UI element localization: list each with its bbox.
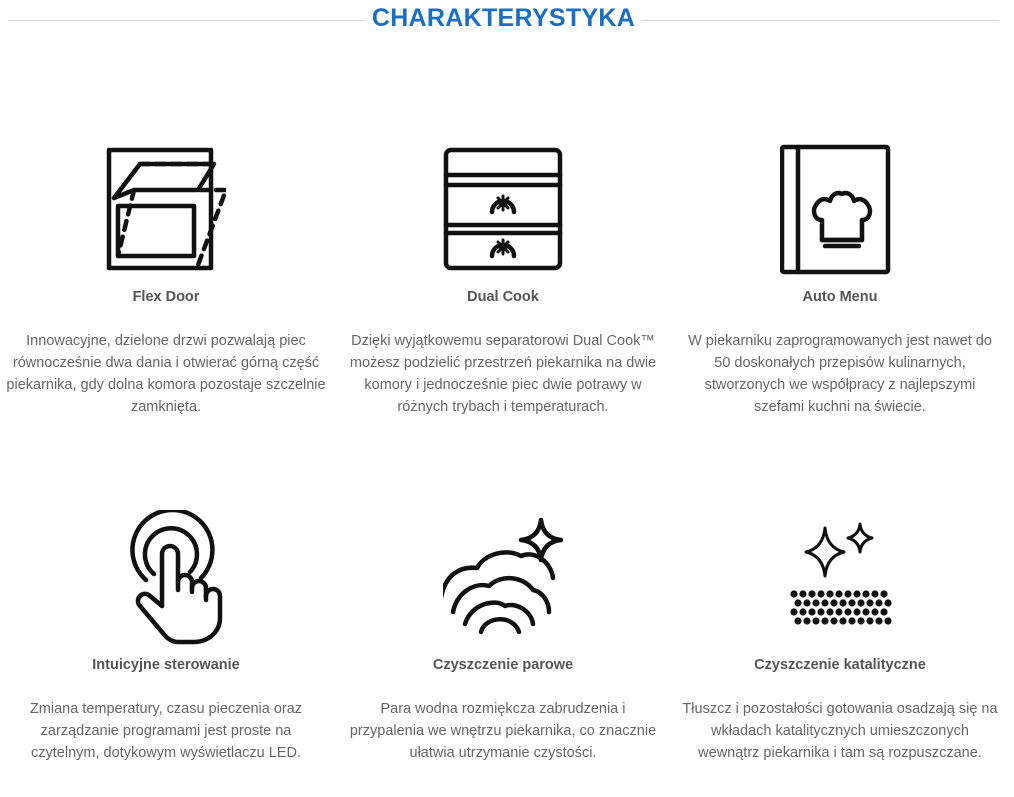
header-divider-right (641, 20, 999, 21)
steam-clean-icon (443, 510, 563, 650)
feature-name: Intuicyjne sterowanie (92, 657, 240, 673)
catalytic-clean-icon (780, 510, 900, 650)
feature-description: Tłuszcz i pozostałości gotowania osadzają się na wkładach katalitycznych umieszczonych wewnątrz piekarnika i tam są rozpuszczane. (682, 701, 998, 761)
section-header (0, 0, 1014, 40)
feature-description: Para wodna rozmiękcza zabrudzenia i przypalenia we wnętrzu piekarnika, co znacznie ułatwia utrzymanie czystości. (349, 701, 657, 761)
feature-name: Dual Cook (467, 289, 539, 305)
feature-name: Flex Door (132, 289, 200, 305)
feature-description: Innowacyjne, dzielone drzwi pozwalają piec równocześnie dwa dania i otwierać górną część piekarnika, gdy dolna komora pozostaje szczelnie zamknięta. (6, 333, 326, 415)
feature-name: Auto Menu (802, 289, 878, 305)
chef-hat-book-icon (780, 140, 900, 280)
feature-name: Czyszczenie parowe (432, 657, 574, 673)
dual-cook-oven-icon (443, 140, 563, 280)
feature-name: Czyszczenie katalityczne (754, 657, 926, 673)
feature-description: Zmiana temperatury, czasu pieczenia oraz zarządzanie programami jest proste na czytelnym, dotykowym wyświetlaczu LED. (29, 701, 303, 761)
section-title: CHARAKTERYSTYKA (371, 4, 636, 32)
flex-door-icon (106, 140, 226, 280)
feature-description: Dzięki wyjątkowemu separatorowi Dual Cook™ możesz podzielić przestrzeń piekarnika na dwie komory i jednocześnie piec dwie potrawy w różnych trybach i temperaturach. (349, 333, 657, 415)
feature-description: W piekarniku zaprogramowanych jest nawet do 50 doskonałych przepisów kulinarnych, stworzonych we współpracy z najlepszymi szefami kuchni na świecie. (688, 333, 992, 415)
header-divider-left (8, 20, 366, 21)
touch-hand-icon (106, 510, 226, 650)
